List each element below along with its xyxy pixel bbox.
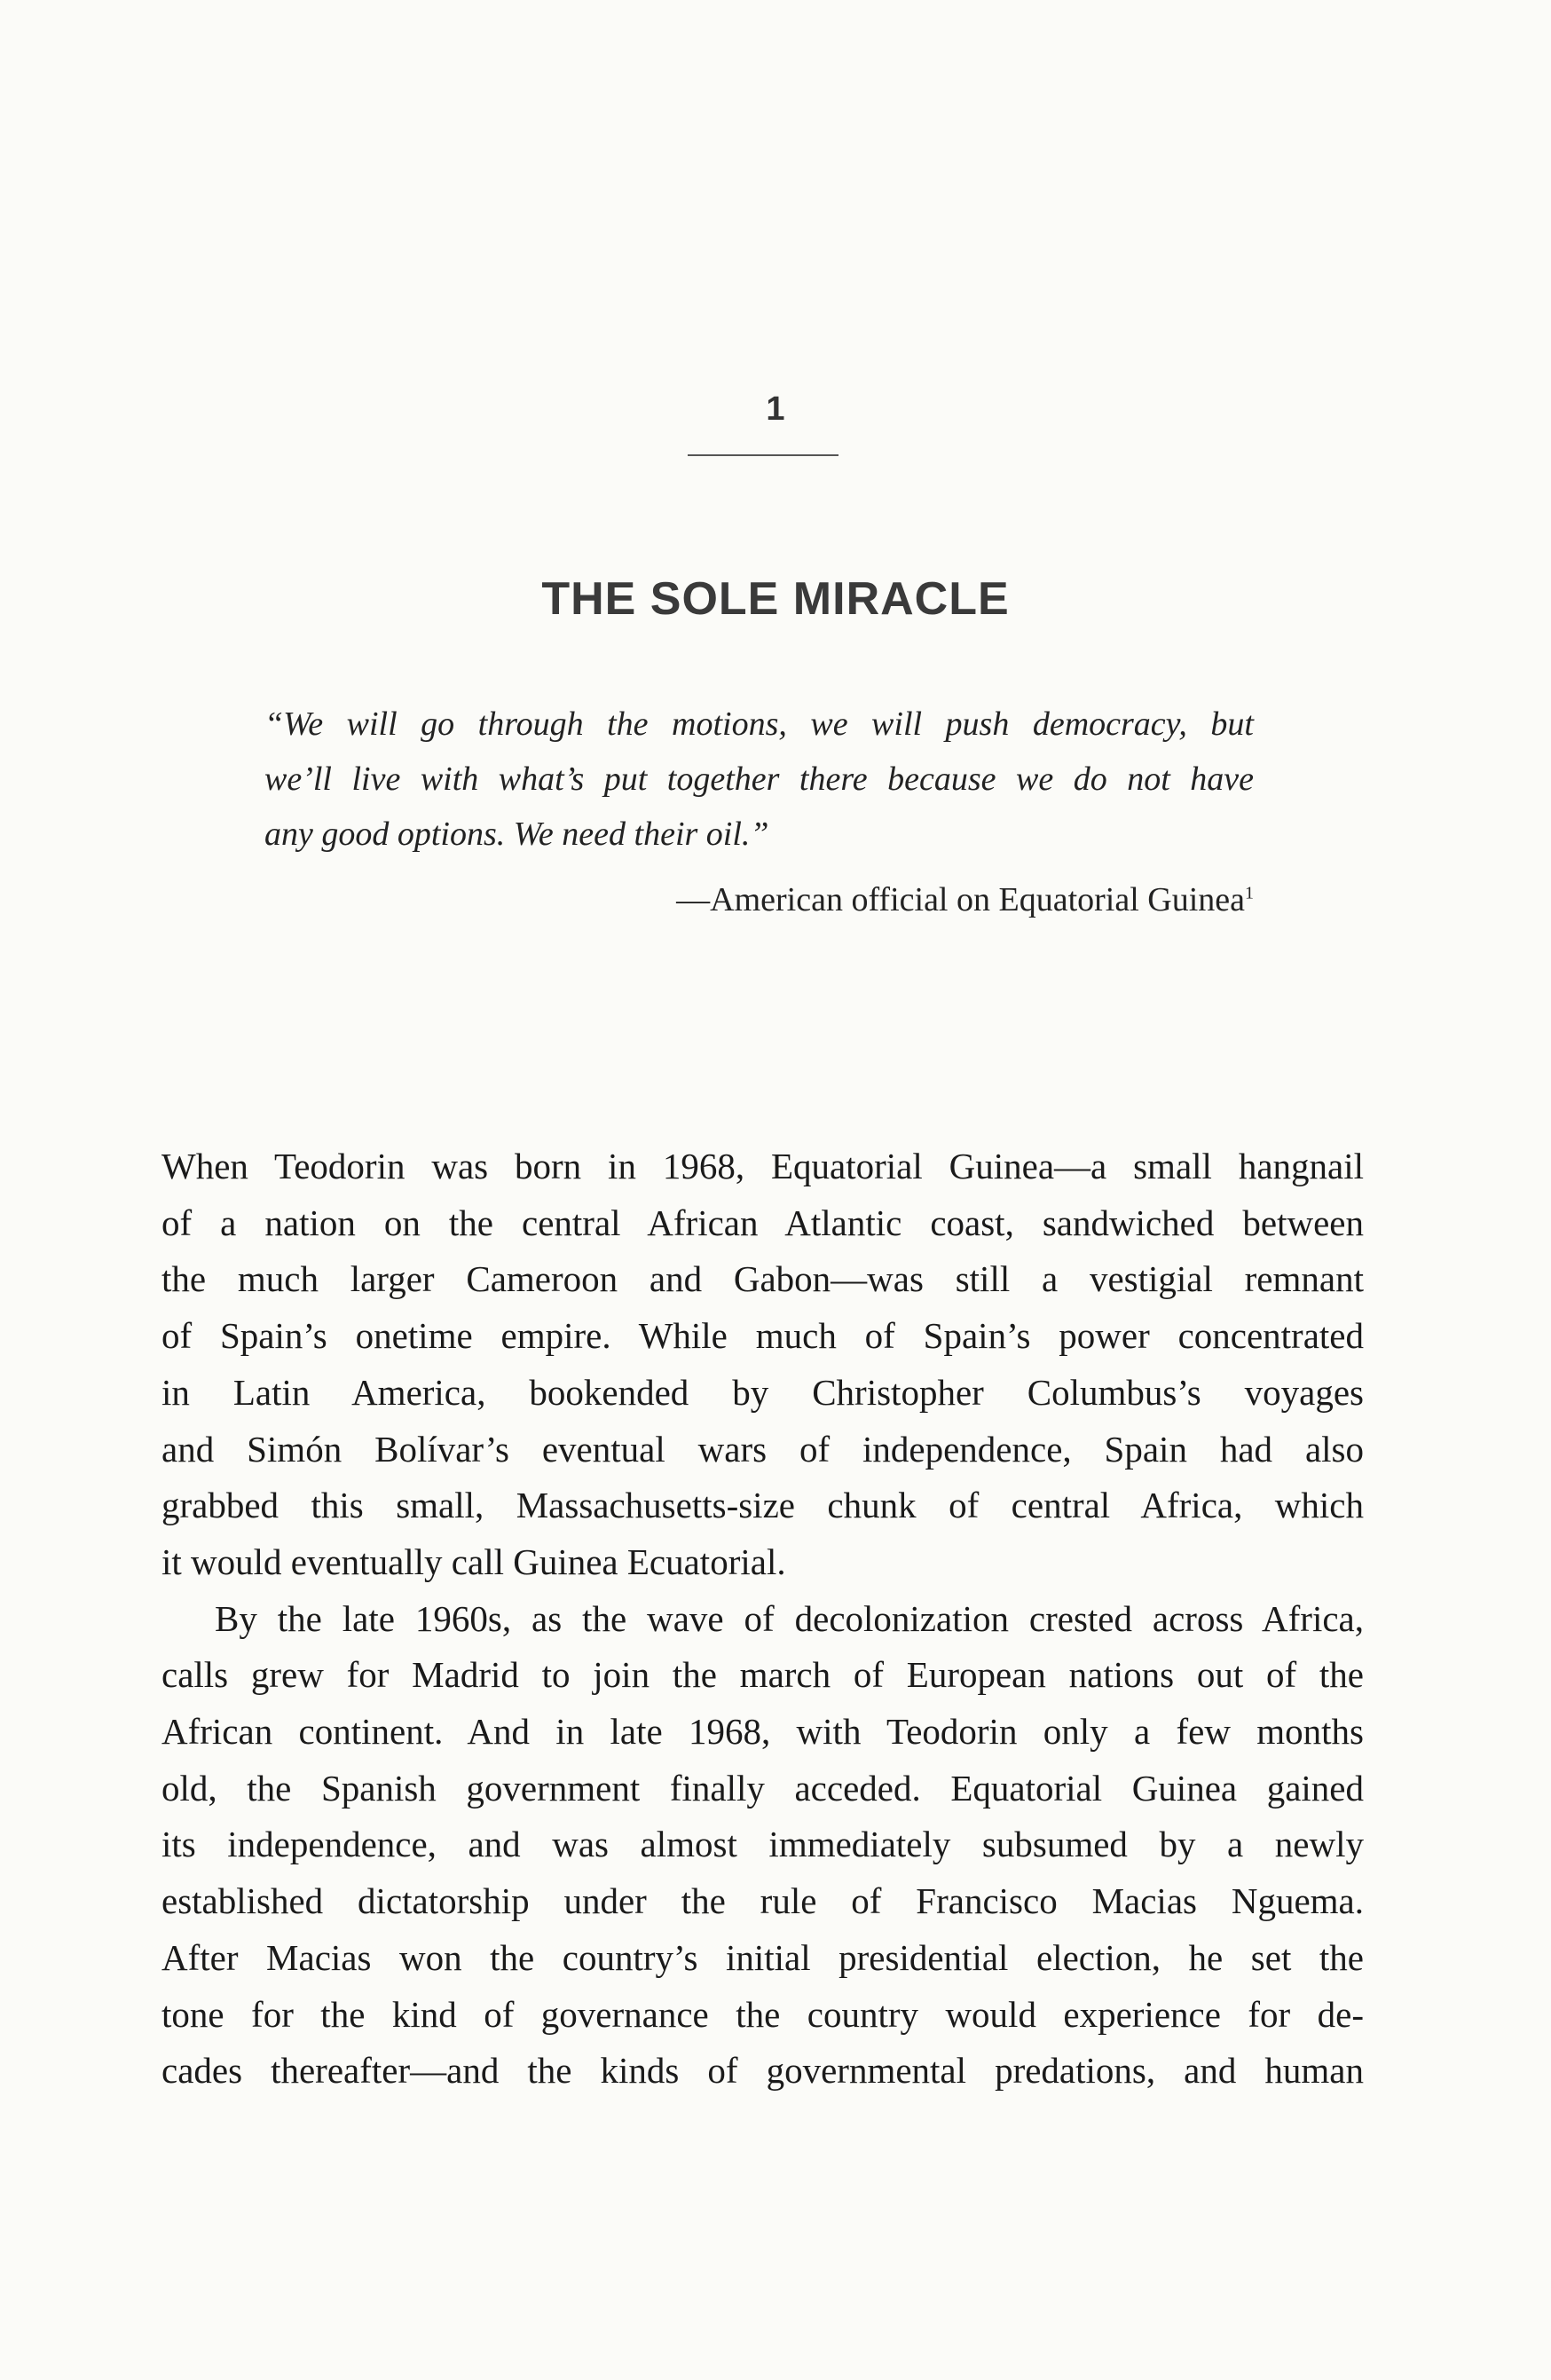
- attribution-text: —American official on Equatorial Guinea: [676, 881, 1245, 918]
- paragraph-2: [161, 1591, 1364, 2100]
- text-line: cades thereafter—and the kinds of governmental predations, and human: [161, 2050, 1364, 2092]
- text-line: in Latin America, bookended by Christopher Columbus’s voyages: [161, 1371, 1364, 1413]
- chapter-number: 1: [766, 390, 785, 428]
- body-text: [161, 1139, 1364, 2100]
- chapter-rule: [688, 454, 838, 456]
- text-line: of a nation on the central African Atlantic coast, sandwiched between: [161, 1202, 1364, 1243]
- text-line: grabbed this small, Massachusetts-size chunk of central Africa, which: [161, 1485, 1364, 1526]
- text-line: established dictatorship under the rule of Francisco Macias Nguema.: [161, 1880, 1364, 1922]
- text-line: After Macias won the country’s initial presidential election, he set the: [161, 1936, 1364, 1978]
- epigraph-line: we’ll live with what’s put together there because we do not have: [264, 760, 1254, 798]
- text-line: When Teodorin was born in 1968, Equatorial Guinea—a small hangnail: [161, 1146, 1364, 1186]
- text-line: it would eventually call Guinea Ecuatorial.: [161, 1541, 786, 1582]
- text-line: its independence, and was almost immediately subsumed by a newly: [161, 1824, 1364, 1865]
- text-line: old, the Spanish government finally acceded. Equatorial Guinea gained: [161, 1767, 1364, 1809]
- text-line: of Spain’s onetime empire. While much of Spain’s power concentrated: [161, 1315, 1364, 1357]
- epigraph-line: any good options. We need their oil.”: [264, 816, 769, 853]
- text-line: By the late 1960s, as the wave of decolonization crested across Africa,: [215, 1597, 1364, 1639]
- text-line: African continent. And in late 1968, with Teodorin only a few months: [161, 1711, 1364, 1753]
- text-line: tone for the kind of governance the country would experience for de-: [161, 1993, 1364, 2035]
- chapter-title: THE SOLE MIRACLE: [541, 573, 1010, 625]
- paragraph-1: [161, 1139, 1364, 1591]
- text-line: calls grew for Madrid to join the march of European nations out of the: [161, 1654, 1364, 1696]
- epigraph: [264, 697, 1254, 862]
- text-line: the much larger Cameroon and Gabon—was still a vestigial remnant: [161, 1258, 1364, 1300]
- epigraph-line: “We will go through the motions, we will push democracy, but: [264, 705, 1254, 743]
- text-line: and Simón Bolívar’s eventual wars of independence, Spain had also: [161, 1428, 1364, 1470]
- footnote-marker: 1: [1245, 883, 1254, 903]
- epigraph-attribution: [676, 880, 1254, 919]
